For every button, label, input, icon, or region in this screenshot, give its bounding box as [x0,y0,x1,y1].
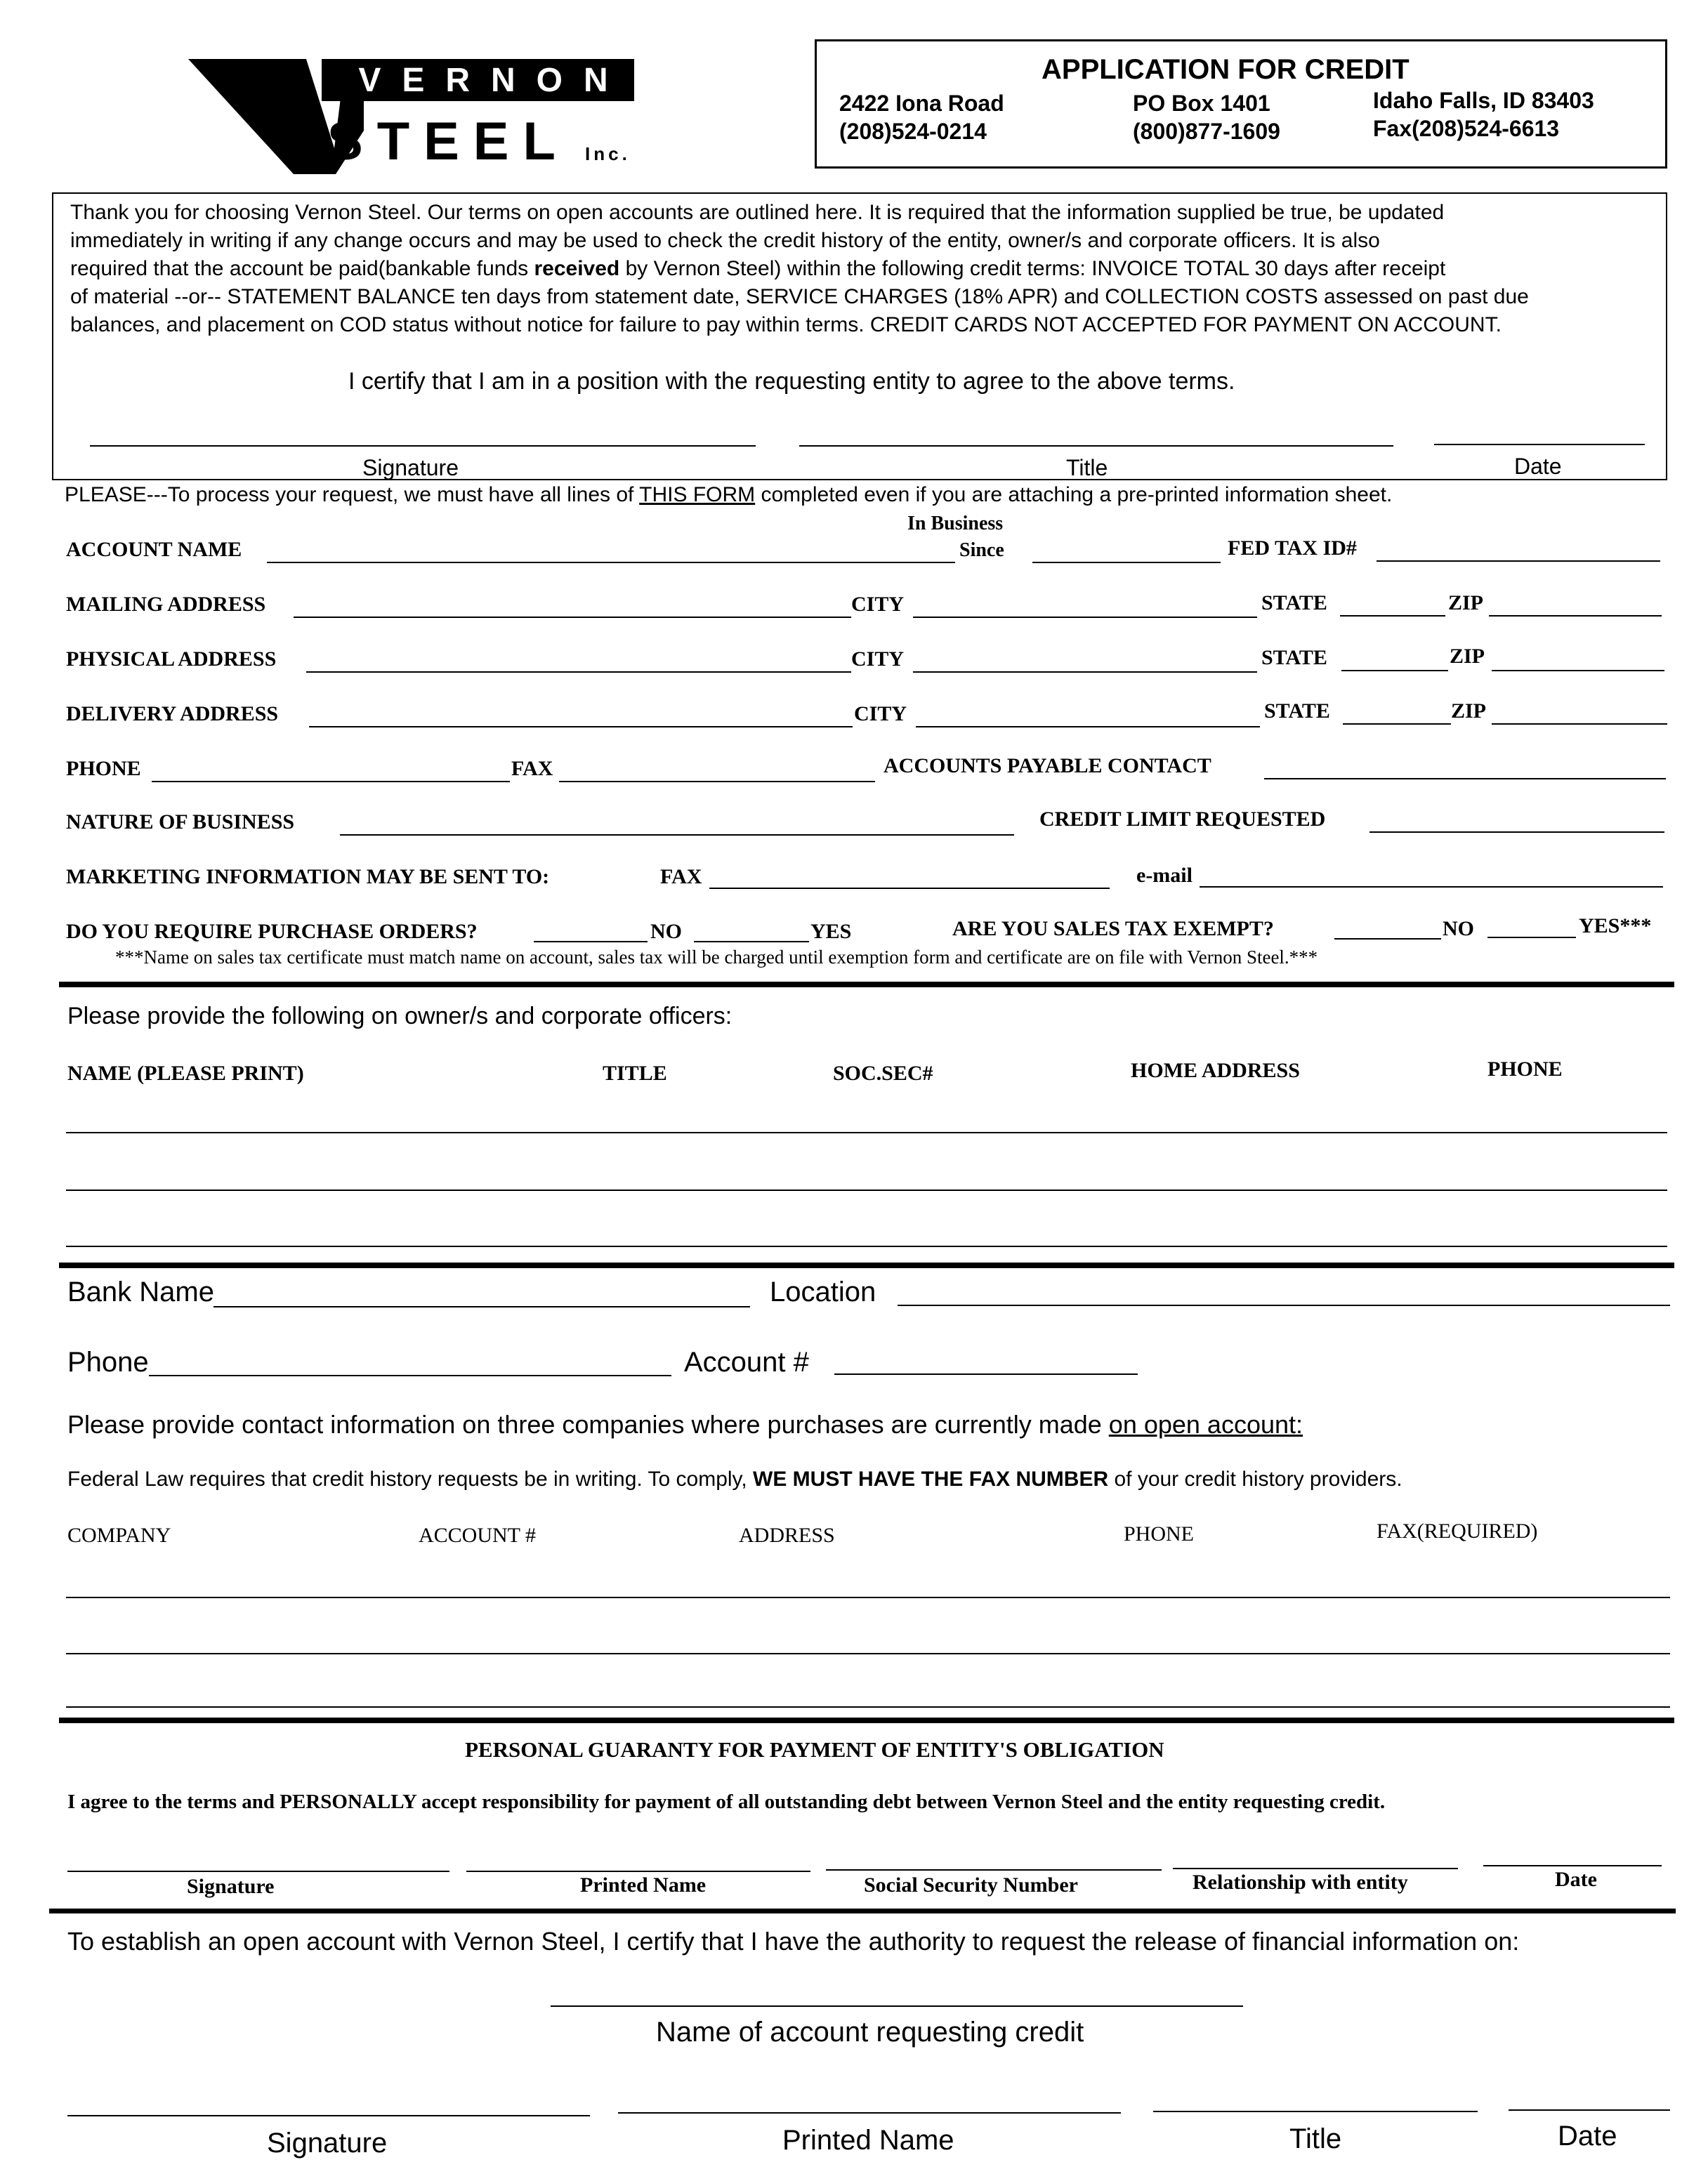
federal-law-note [67,1468,1402,1491]
nature-of-business-label: NATURE OF BUSINESS [66,810,295,833]
physical-address-field[interactable] [306,671,851,673]
release-title-field[interactable] [1153,2111,1478,2112]
delivery-zip-label: ZIP [1451,699,1487,723]
fed-tax-id-field[interactable] [1377,560,1660,562]
tax-exempt-no-field[interactable] [1334,938,1441,940]
section-divider-2 [59,1263,1674,1268]
logo-bottom-text: STEEL [327,112,570,171]
delivery-zip-field[interactable] [1492,723,1667,725]
terms-line-5: balances, and placement on COD status without notice for failure to pay within terms. CREDIT CARDS NOT ACCEPTED FOR PAYMENT ON ACCOUNT. [70,313,1502,336]
delivery-state-label: STATE [1264,699,1330,723]
in-business-since-field[interactable] [1032,562,1221,563]
mailing-city-label: CITY [851,593,905,616]
phone-local: (208)524-0214 [839,119,987,144]
bank-phone-field[interactable] [149,1375,671,1376]
guaranty-title: PERSONAL GUARANTY FOR PAYMENT OF ENTITY'S OBLIGATION [465,1737,1164,1762]
physical-zip-label: ZIP [1450,645,1485,668]
please-post: completed even if you are attaching a pre-printed information sheet. [755,483,1393,506]
officers-col-phone: PHONE [1487,1057,1563,1081]
terms-line-3-pre: required that the account be paid(bankable funds [70,257,534,280]
header-address-box [815,39,1667,169]
guaranty-relationship-field[interactable] [1173,1868,1458,1869]
delivery-state-field[interactable] [1343,723,1451,725]
ap-contact-field[interactable] [1264,778,1666,779]
release-date-label: Date [1558,2121,1617,2152]
marketing-email-field[interactable] [1200,886,1663,888]
guaranty-ssn-field[interactable] [826,1869,1162,1871]
please-this-form: THIS FORM [639,483,756,506]
credit-limit-field[interactable] [1369,831,1664,833]
references-intro-pre: Please provide contact information on three companies where purchases are currently made [67,1410,1109,1439]
phone-label: PHONE [66,757,141,780]
purchase-orders-label: DO YOU REQUIRE PURCHASE ORDERS? [66,920,478,943]
terms-title-field[interactable] [799,445,1393,447]
release-printed-name-label: Printed Name [782,2125,954,2156]
mailing-state-field[interactable] [1340,615,1445,617]
address-city: Idaho Falls, ID 83403 [1373,88,1594,113]
account-name-field[interactable] [267,562,955,563]
terms-date-field[interactable] [1434,444,1645,445]
terms-line-2: immediately in writing if any change occurs and may be used to check the credit history of the entity, owner/s and corporate officers. It is also [70,229,1380,252]
guaranty-signature-field[interactable] [67,1871,449,1872]
physical-city-label: CITY [851,647,905,671]
address-po-box: PO Box 1401 [1133,91,1270,116]
officers-col-ssn: SOC.SEC# [833,1062,933,1085]
bank-account-field[interactable] [834,1373,1138,1375]
officer-row-1[interactable] [66,1132,1667,1133]
officers-intro: Please provide the following on owner/s and corporate officers: [67,1003,733,1029]
officer-row-3[interactable] [66,1246,1667,1247]
terms-line-3 [70,257,1445,281]
reference-row-3[interactable] [66,1706,1670,1708]
references-open-account: on open account: [1108,1410,1303,1439]
reference-row-2[interactable] [66,1653,1670,1654]
mailing-city-field[interactable] [913,617,1257,618]
marketing-fax-field[interactable] [709,888,1110,889]
release-printed-name-field[interactable] [618,2112,1121,2114]
purchase-orders-no-field[interactable] [534,941,648,942]
release-signature-label: Signature [267,2128,388,2159]
reference-row-1[interactable] [66,1597,1670,1598]
federal-law-post: of your credit history providers. [1108,1468,1402,1491]
ap-contact-label: ACCOUNTS PAYABLE CONTACT [883,754,1211,777]
delivery-city-label: CITY [854,702,907,725]
guaranty-relationship-label: Relationship with entity [1193,1871,1408,1894]
physical-state-label: STATE [1261,646,1327,669]
terms-signature-label: Signature [362,455,459,480]
references-intro [67,1410,1303,1439]
references-col-account: ACCOUNT # [419,1524,536,1547]
fed-tax-id-label: FED TAX ID# [1228,536,1357,560]
fax-label: FAX [511,757,553,780]
officer-row-2[interactable] [66,1190,1667,1191]
credit-limit-label: CREDIT LIMIT REQUESTED [1039,808,1326,831]
mailing-address-label: MAILING ADDRESS [66,593,266,616]
guaranty-printed-name-field[interactable] [466,1871,810,1872]
guaranty-statement: I agree to the terms and PERSONALLY accept responsibility for payment of all outstanding debt between Vernon Steel and the entity requesting credit. [67,1791,1386,1813]
purchase-orders-yes-field[interactable] [694,941,809,942]
bank-phone-label: Phone [67,1347,149,1378]
physical-address-label: PHYSICAL ADDRESS [66,647,277,671]
section-divider-3 [59,1718,1674,1723]
references-col-address: ADDRESS [739,1524,835,1547]
delivery-city-field[interactable] [916,726,1260,727]
references-col-phone: PHONE [1124,1522,1195,1546]
tax-exempt-yes-field[interactable] [1487,937,1576,938]
terms-signature-field[interactable] [90,445,756,447]
guaranty-signature-label: Signature [187,1875,275,1898]
please-pre: PLEASE---To process your request, we must have all lines of [65,483,640,506]
release-title-label: Title [1289,2123,1342,2154]
logo-top-text: VERNON [358,62,629,99]
release-statement: To establish an open account with Vernon Steel, I certify that I have the authority to request the release of financial information on: [67,1927,1520,1956]
since-label: Since [959,539,1004,561]
terms-date-label: Date [1514,454,1562,479]
marketing-email-label: e-mail [1136,864,1193,887]
section-divider-4 [49,1909,1676,1913]
guaranty-date-label: Date [1555,1868,1597,1891]
terms-received-emphasis: received [534,257,620,280]
tax-exempt-no-label: NO [1443,917,1474,940]
bank-account-label: Account # [684,1347,809,1378]
mailing-address-field[interactable] [294,617,851,618]
references-col-fax: FAX(REQUIRED) [1377,1520,1538,1543]
guaranty-date-field[interactable] [1483,1865,1662,1866]
nature-of-business-field[interactable] [340,834,1014,836]
release-date-field[interactable] [1509,2109,1670,2111]
mailing-zip-label: ZIP [1448,591,1484,614]
physical-zip-field[interactable] [1492,670,1664,671]
logo-inc-text: Inc. [585,143,631,164]
section-divider-1 [59,982,1674,987]
delivery-address-field[interactable] [309,726,853,727]
tax-exempt-yes-label: YES*** [1579,914,1652,937]
terms-line-1: Thank you for choosing Vernon Steel. Our terms on open accounts are outlined here. It is required that the information supplied be true, be updated [70,201,1445,224]
officers-col-address: HOME ADDRESS [1131,1059,1300,1082]
terms-line-4: of material --or-- STATEMENT BALANCE ten days from statement date, SERVICE CHARGES (18% APR) and COLLECTION COSTS assessed on past due [70,285,1529,308]
bank-name-label: Bank Name [67,1277,214,1307]
physical-city-field[interactable] [913,671,1257,673]
fax-field[interactable] [559,781,875,782]
bank-location-field[interactable] [898,1305,1670,1306]
account-name-label: ACCOUNT NAME [66,538,242,561]
please-instruction [65,483,1392,507]
marketing-fax-label: FAX [660,865,702,888]
mailing-state-label: STATE [1261,591,1327,614]
mailing-zip-field[interactable] [1489,615,1662,617]
fax-number: Fax(208)524-6613 [1373,116,1560,141]
tax-exempt-label: ARE YOU SALES TAX EXEMPT? [952,917,1274,940]
purchase-orders-yes-label: YES [810,920,852,943]
marketing-label: MARKETING INFORMATION MAY BE SENT TO: [66,865,550,888]
guaranty-ssn-label: Social Security Number [864,1873,1078,1897]
phone-field[interactable] [152,781,510,782]
federal-law-emphasis: WE MUST HAVE THE FAX NUMBER [753,1468,1109,1491]
release-account-name-label: Name of account requesting credit [656,2017,1084,2048]
delivery-address-label: DELIVERY ADDRESS [66,702,279,725]
release-account-name-field[interactable] [551,2005,1243,2007]
in-business-label: In Business [907,513,1004,534]
bank-location-label: Location [770,1277,876,1307]
address-street: 2422 Iona Road [839,91,1004,116]
federal-law-pre: Federal Law requires that credit history requests be in writing. To comply, [67,1468,753,1491]
sales-tax-note: ***Name on sales tax certificate must match name on account, sales tax will be charged until exemption form and certificate are on file with Vernon Steel.*** [115,947,1318,968]
references-col-company: COMPANY [67,1524,171,1547]
terms-title-label: Title [1066,455,1108,480]
page-title: APPLICATION FOR CREDIT [1042,54,1410,85]
purchase-orders-no-label: NO [650,920,682,943]
phone-tollfree: (800)877-1609 [1133,119,1280,144]
certify-statement: I certify that I am in a position with the requesting entity to agree to the above terms. [348,368,1235,395]
guaranty-printed-name-label: Printed Name [580,1873,707,1897]
terms-line-3-post: by Vernon Steel) within the following credit terms: INVOICE TOTAL 30 days after receipt [619,257,1446,280]
bank-name-field[interactable] [214,1306,750,1307]
physical-state-field[interactable] [1341,670,1448,671]
release-signature-field[interactable] [67,2115,590,2116]
officers-col-title: TITLE [603,1062,667,1085]
officers-col-name: NAME (PLEASE PRINT) [67,1062,304,1085]
terms-box [52,192,1667,480]
vernon-steel-logo [188,53,645,180]
